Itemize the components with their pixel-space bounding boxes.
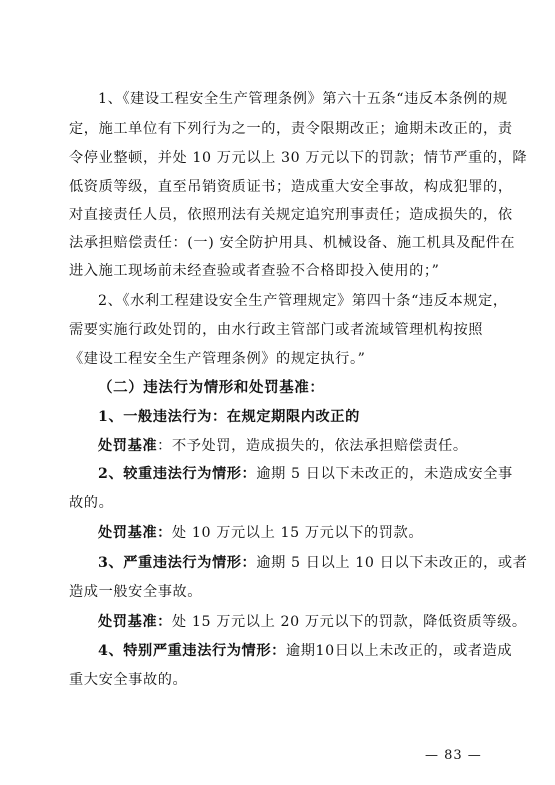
item-2-penalty-text: 处 10 万元以上 15 万元以下的罚款。 [171, 525, 424, 541]
item-1-penalty [98, 436, 489, 456]
p1-line-6: 法承担赔偿责任：(一) 安全防护用具、机械设备、施工机具及配件在 [69, 235, 516, 251]
p1-line-1: 1、《建设工程安全生产管理条例》第六十五条“违反本条例的规 [98, 91, 508, 107]
item-3-line-2: 造成一般安全事故。 [69, 584, 203, 600]
item-4-text-1: 逾期10日以上未改正的，或者造成 [285, 643, 513, 659]
p2-line-3: 《建设工程安全生产管理条例》的规定执行。” [69, 351, 366, 367]
p1-line-3: 令停业整顿，并处 10 万元以上 30 万元以下的罚款；情节严重的，降 [69, 150, 528, 166]
item-1-penalty-label: 处罚基准 [98, 438, 158, 454]
p2-line-2: 需要实施行政处罚的，由水行政主管部门或者流域管理机构按照 [69, 322, 484, 338]
item-2-line-2: 故的。 [69, 495, 114, 511]
item-1-label: 1、一般违法行为：在规定期限内改正的 [98, 409, 360, 425]
item-3-line-1 [98, 553, 528, 573]
item-2-penalty [98, 523, 489, 543]
page-number: — 83 — [425, 748, 482, 763]
item-3-penalty-text: 处 15 万元以上 20 万元以下的罚款，降低资质等级。 [171, 614, 527, 630]
section-heading: （二）违法行为情形和处罚基准： [98, 380, 325, 396]
item-2-label: 2、较重违法行为情形： [98, 466, 257, 482]
item-3-label: 3、严重违法行为情形： [98, 555, 257, 571]
item-2-penalty-label: 处罚基准： [98, 525, 172, 541]
p1-line-2: 定，施工单位有下列行为之一的，责令限期改正；逾期未改正的，责 [69, 121, 513, 137]
item-3-penalty-label: 处罚基准： [98, 614, 172, 630]
item-4-line-1 [98, 641, 513, 661]
p1-line-7: 进入施工现场前未经查验或者查验不合格即投入使用的；” [69, 263, 440, 279]
item-2-text-1: 逾期 5 日以下未改正的，未造成安全事 [256, 466, 513, 482]
p2-line-1: 2、《水利工程建设安全生产管理规定》第四十条“违反本规定， [98, 293, 508, 309]
item-4-line-2: 重大安全事故的。 [69, 672, 188, 688]
item-4-label: 4、特别严重违法行为情形： [98, 643, 286, 659]
item-1-penalty-text: ：不予处罚，造成损失的，依法承担赔偿责任。 [157, 438, 468, 454]
item-3-text-1: 逾期 5 日以上 10 日以下未改正的，或者 [256, 555, 528, 571]
p1-line-4: 低资质等级，直至吊销资质证书；造成重大安全事故，构成犯罪的， [69, 179, 513, 195]
item-2-line-1 [98, 464, 513, 484]
p1-line-5: 对直接责任人员，依照刑法有关规定追究刑事责任；造成损失的，依 [69, 207, 513, 223]
item-3-penalty [98, 612, 527, 632]
